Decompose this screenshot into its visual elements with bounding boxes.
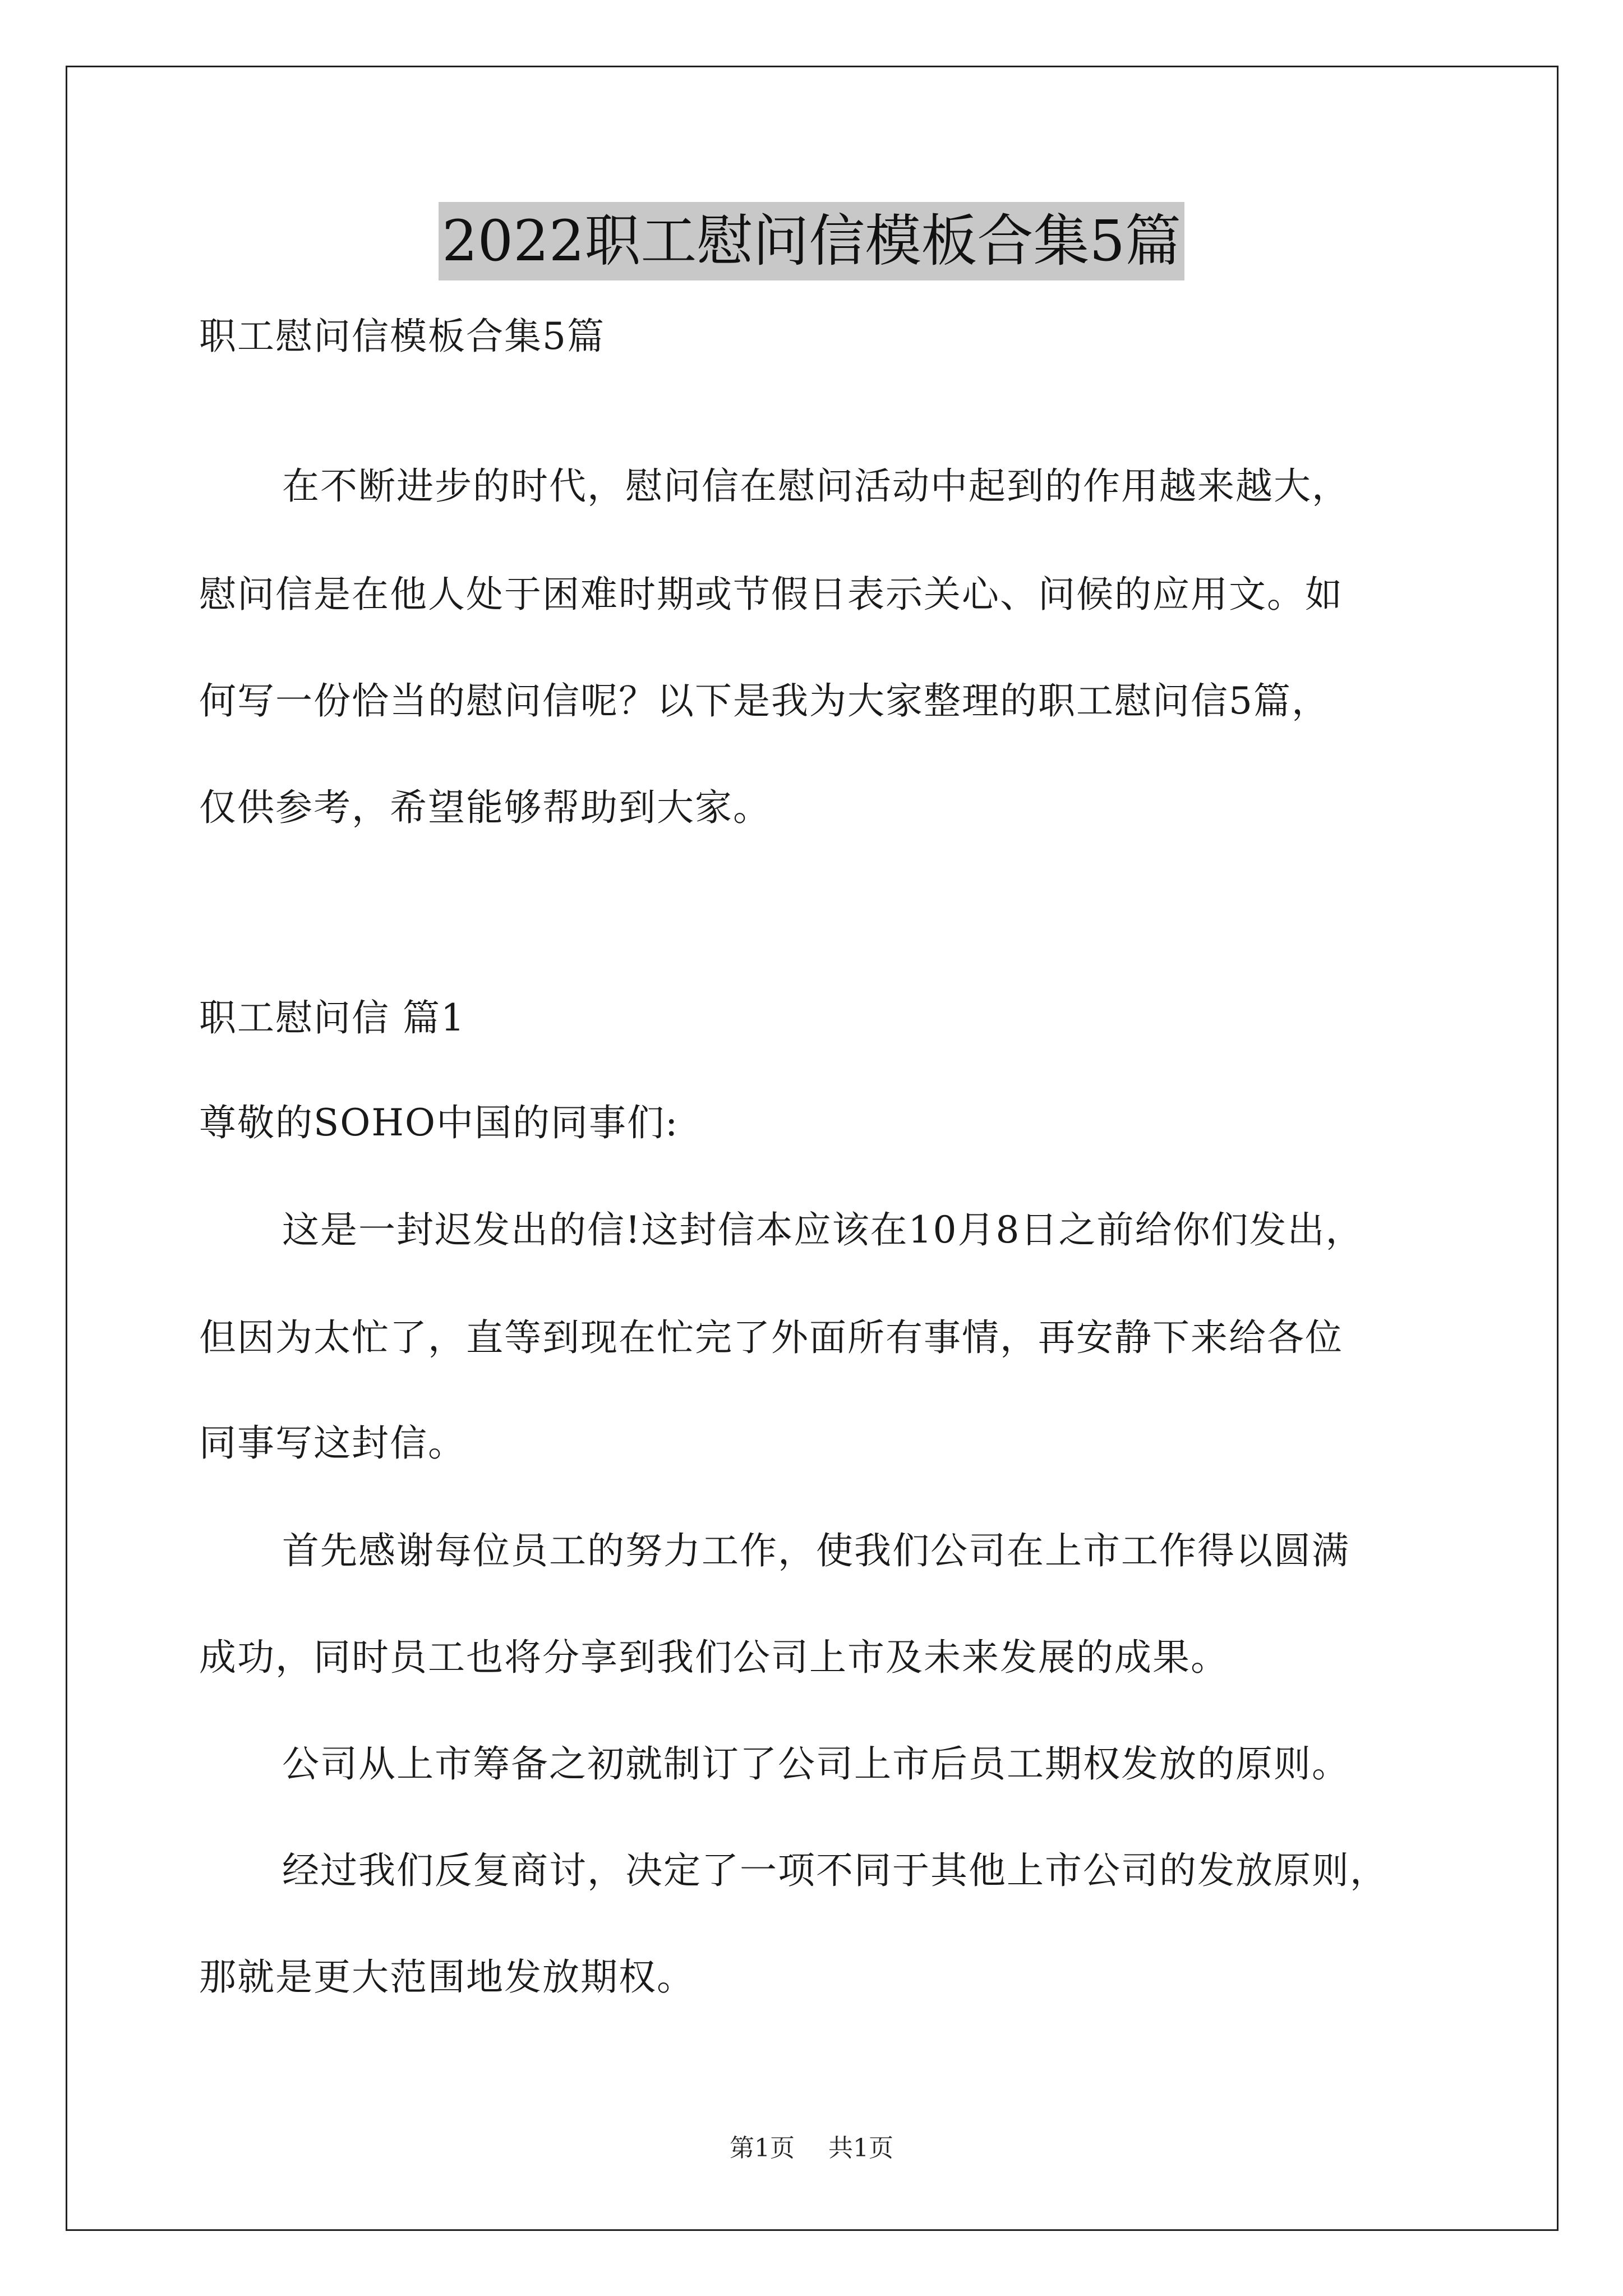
page-footer [0,2132,1623,2165]
intro-line-3: 何写一份恰当的慰问信呢？以下是我为大家整理的职工慰问信5篇， [199,679,1330,723]
body-line-2: 但因为太忙了，直等到现在忙完了外面所有事情，再安静下来给各位 [199,1316,1343,1359]
body-line-6: 公司从上市筹备之初就制订了公司上市后员工期权发放的原则。 [282,1742,1350,1786]
body-line-1: 这是一封迟发出的信!这封信本应该在10月8日之前给你们发出， [282,1208,1364,1251]
body-line-8: 那就是更大范围地发放期权。 [199,1955,695,1999]
salutation: 尊敬的SOHO中国的同事们: [199,1101,679,1144]
document-title: 2022职工慰问信模板合集5篇 [439,202,1184,280]
document-subtitle: 职工慰问信模板合集5篇 [199,315,605,358]
body-line-5: 成功，同时员工也将分享到我们公司上市及未来发展的成果。 [199,1636,1229,1679]
page-total: 共1页 [828,2134,893,2162]
page-number: 第1页 [730,2134,795,2162]
page-border [66,66,1559,2231]
intro-line-1: 在不断进步的时代，慰问信在慰问活动中起到的作用越来越大， [282,464,1350,508]
title-container [0,202,1623,280]
body-line-4: 首先感谢每位员工的努力工作，使我们公司在上市工作得以圆满 [282,1529,1350,1572]
intro-line-2: 慰问信是在他人处于困难时期或节假日表示关心、问候的应用文。如 [199,573,1343,616]
body-line-3: 同事写这封信。 [199,1421,466,1465]
body-line-7: 经过我们反复商讨，决定了一项不同于其他上市公司的发放原则， [282,1849,1388,1892]
section-heading: 职工慰问信 篇1 [199,996,465,1039]
intro-line-4: 仅供参考，希望能够帮助到大家。 [199,786,771,829]
